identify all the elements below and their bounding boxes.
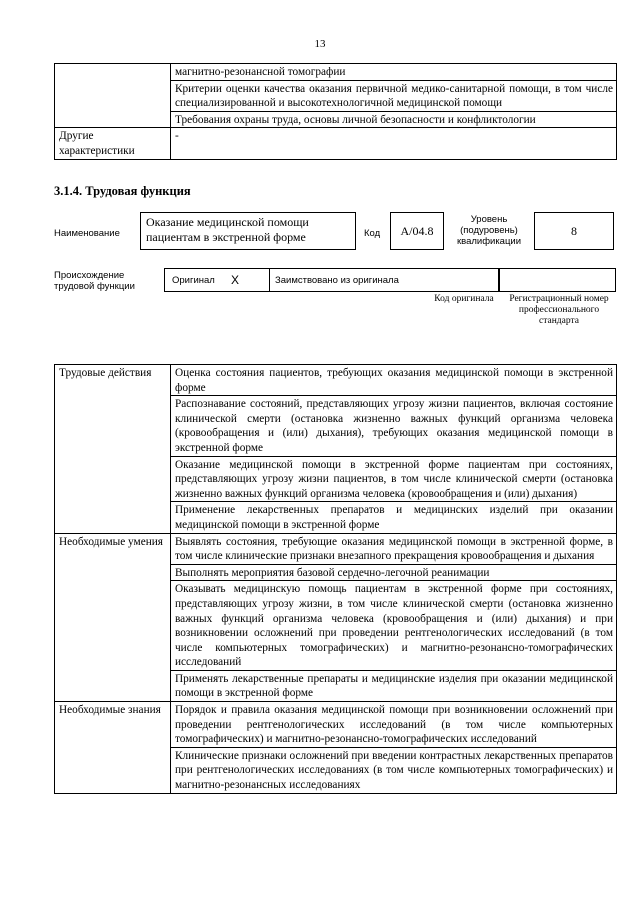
table-row: [55, 533, 617, 564]
origin-box: [164, 268, 616, 292]
table-cell: Выполнять мероприятия базовой сердечно-легочной реанимации: [171, 564, 617, 581]
page-number: 13: [314, 38, 326, 50]
original-mark: X: [231, 273, 240, 287]
code-value: А/04.8: [390, 212, 444, 250]
code-label: Код: [364, 228, 381, 239]
level-label: Уровень (подуровень) квалификации: [456, 214, 522, 247]
code-caption: Код оригинала: [434, 294, 494, 304]
original-cell: [165, 269, 270, 291]
table-cell: Выявлять состояния, требующие оказания медицинской помощи в экстренной форме, в том числе клинические признаки внезапного прекращения кровообращения и дыхания: [171, 533, 617, 564]
table-cell: Клинические признаки осложнений при введении контрастных лекарственных препаратов при рентгенологических исследованиях (в том числе компьютерных томографических) и магнитно-резонансных исследованиях: [171, 747, 617, 793]
borrowed-label: Заимствовано из оригинала: [275, 275, 399, 286]
section-label-skills: Необходимые умения: [55, 533, 171, 702]
section-label-knowledge: Необходимые знания: [55, 702, 171, 794]
top-table: [54, 63, 617, 160]
borrowed-cell: [269, 269, 500, 291]
main-table: [54, 364, 617, 794]
table-cell: Применение лекарственных препаратов и медицинских изделий при оказании медицинской помощи в экстренной форме: [171, 502, 617, 533]
table-row: [55, 702, 617, 748]
origin-label: Происхождение трудовой функции: [54, 270, 135, 292]
table-cell-label: [55, 64, 171, 128]
table-row: [55, 365, 617, 396]
table-cell: -: [171, 128, 617, 159]
level-value: 8: [534, 212, 614, 250]
table-cell: Оказывать медицинскую помощь пациентам в экстренной форме при состояниях, представляющих угрозу жизни, в том числе клинической смерти (остановка жизненно важных функций организма человека (кровообращения и (или) дыхания) и при возникновении осложнений при проведении рентгенологических исследований (в том числе компьютерных томографических) и магнитно-резонансно-томографических исследований: [171, 581, 617, 671]
table-cell: Оценка состояния пациентов, требующих оказания медицинской помощи в экстренной форме: [171, 365, 617, 396]
section-label-labor-actions: Трудовые действия: [55, 365, 171, 534]
table-row: [55, 64, 617, 81]
reg-number-cell-divider: [498, 268, 499, 292]
table-cell: Применять лекарственные препараты и медицинские изделия при оказании медицинской помощи в экстренной форме: [171, 670, 617, 701]
table-row: [55, 128, 617, 159]
table-cell: Оказание медицинской помощи в экстренной форме пациентам при состояниях, представляющих угрозу жизни пациентов, в том числе клинической смерти (остановка жизненно важных функций организма человека (кровообращения и (или) дыхания): [171, 456, 617, 502]
name-value: Оказание медицинской помощи пациентам в экстренной форме: [140, 212, 356, 250]
original-label: Оригинал: [172, 275, 215, 286]
section-title: 3.1.4. Трудовая функция: [54, 184, 191, 198]
table-cell: Распознавание состояний, представляющих угрозу жизни пациентов, включая состояние клинической смерти (остановка жизненно важных функций организма человека (кровообращения и (или) дыхания), требующих оказания медицинской помощи в экстренной форме: [171, 396, 617, 456]
table-cell: магнитно-резонансной томографии: [171, 64, 617, 81]
table-cell: Порядок и правила оказания медицинской помощи при возникновении осложнений при проведении рентгенологических исследований (в том числе компьютерных томографических) и магнитно-резонансно-томографических исследований: [171, 702, 617, 748]
reg-caption: Регистрационный номер профессионального стандарта: [509, 294, 609, 326]
table-cell: Требования охраны труда, основы личной безопасности и конфликтологии: [171, 111, 617, 128]
table-cell-label: Другие характеристики: [55, 128, 171, 159]
table-cell: Критерии оценки качества оказания первичной медико-санитарной помощи, в том числе специализированной и высокотехнологичной медицинской помощи: [171, 80, 617, 111]
name-label: Наименование: [54, 228, 120, 239]
